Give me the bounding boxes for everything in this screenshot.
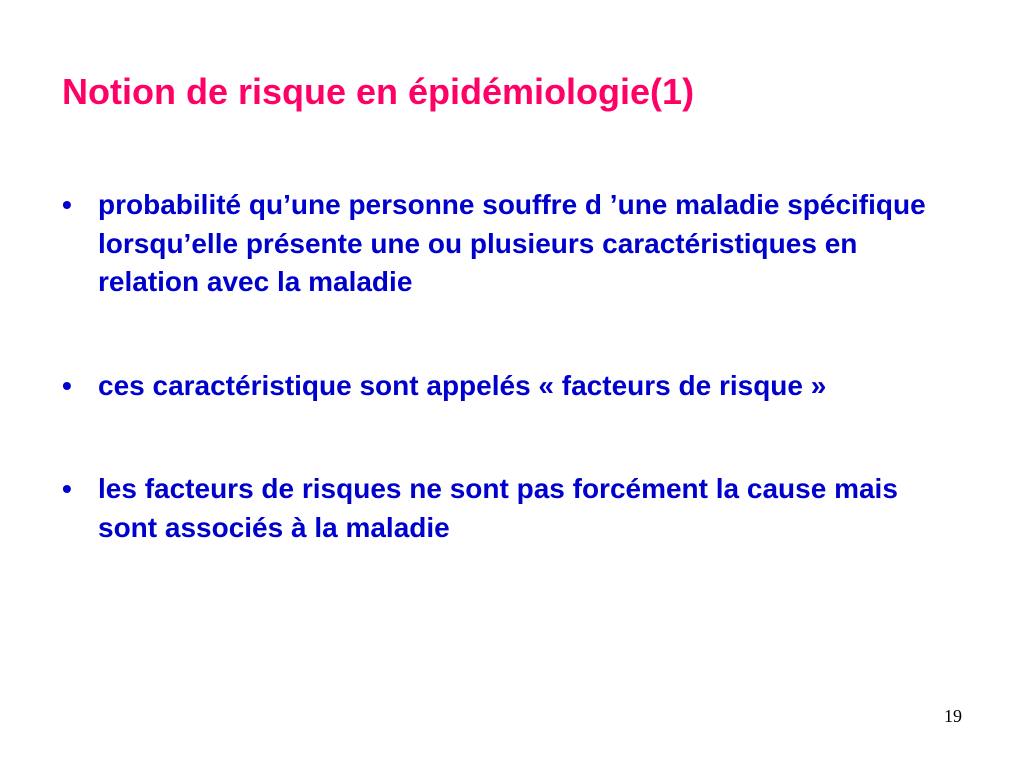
bullet-list <box>62 186 962 547</box>
bullet-item-2 <box>62 367 962 406</box>
bullet-item-1 <box>62 186 962 302</box>
bullet-marker: • <box>62 369 72 401</box>
bullet-marker: • <box>62 189 72 220</box>
bullet-text: probabilité qu’une personne souffre d ’une maladie spécifique lorsqu’elle présente une ou plusieurs caractéristiques en relation avec la maladie <box>98 189 926 297</box>
slide-title: Notion de risque en épidémiologie(1) <box>62 71 695 112</box>
bullet-marker: • <box>62 473 72 504</box>
bullet-text: ces caractéristique sont appelés « facteurs de risque » <box>98 369 827 401</box>
bullet-text: les facteurs de risques ne sont pas forcément la cause mais sont associés à la maladie <box>98 473 898 543</box>
page-number: 19 <box>944 706 962 726</box>
bullet-item-3 <box>62 470 962 547</box>
